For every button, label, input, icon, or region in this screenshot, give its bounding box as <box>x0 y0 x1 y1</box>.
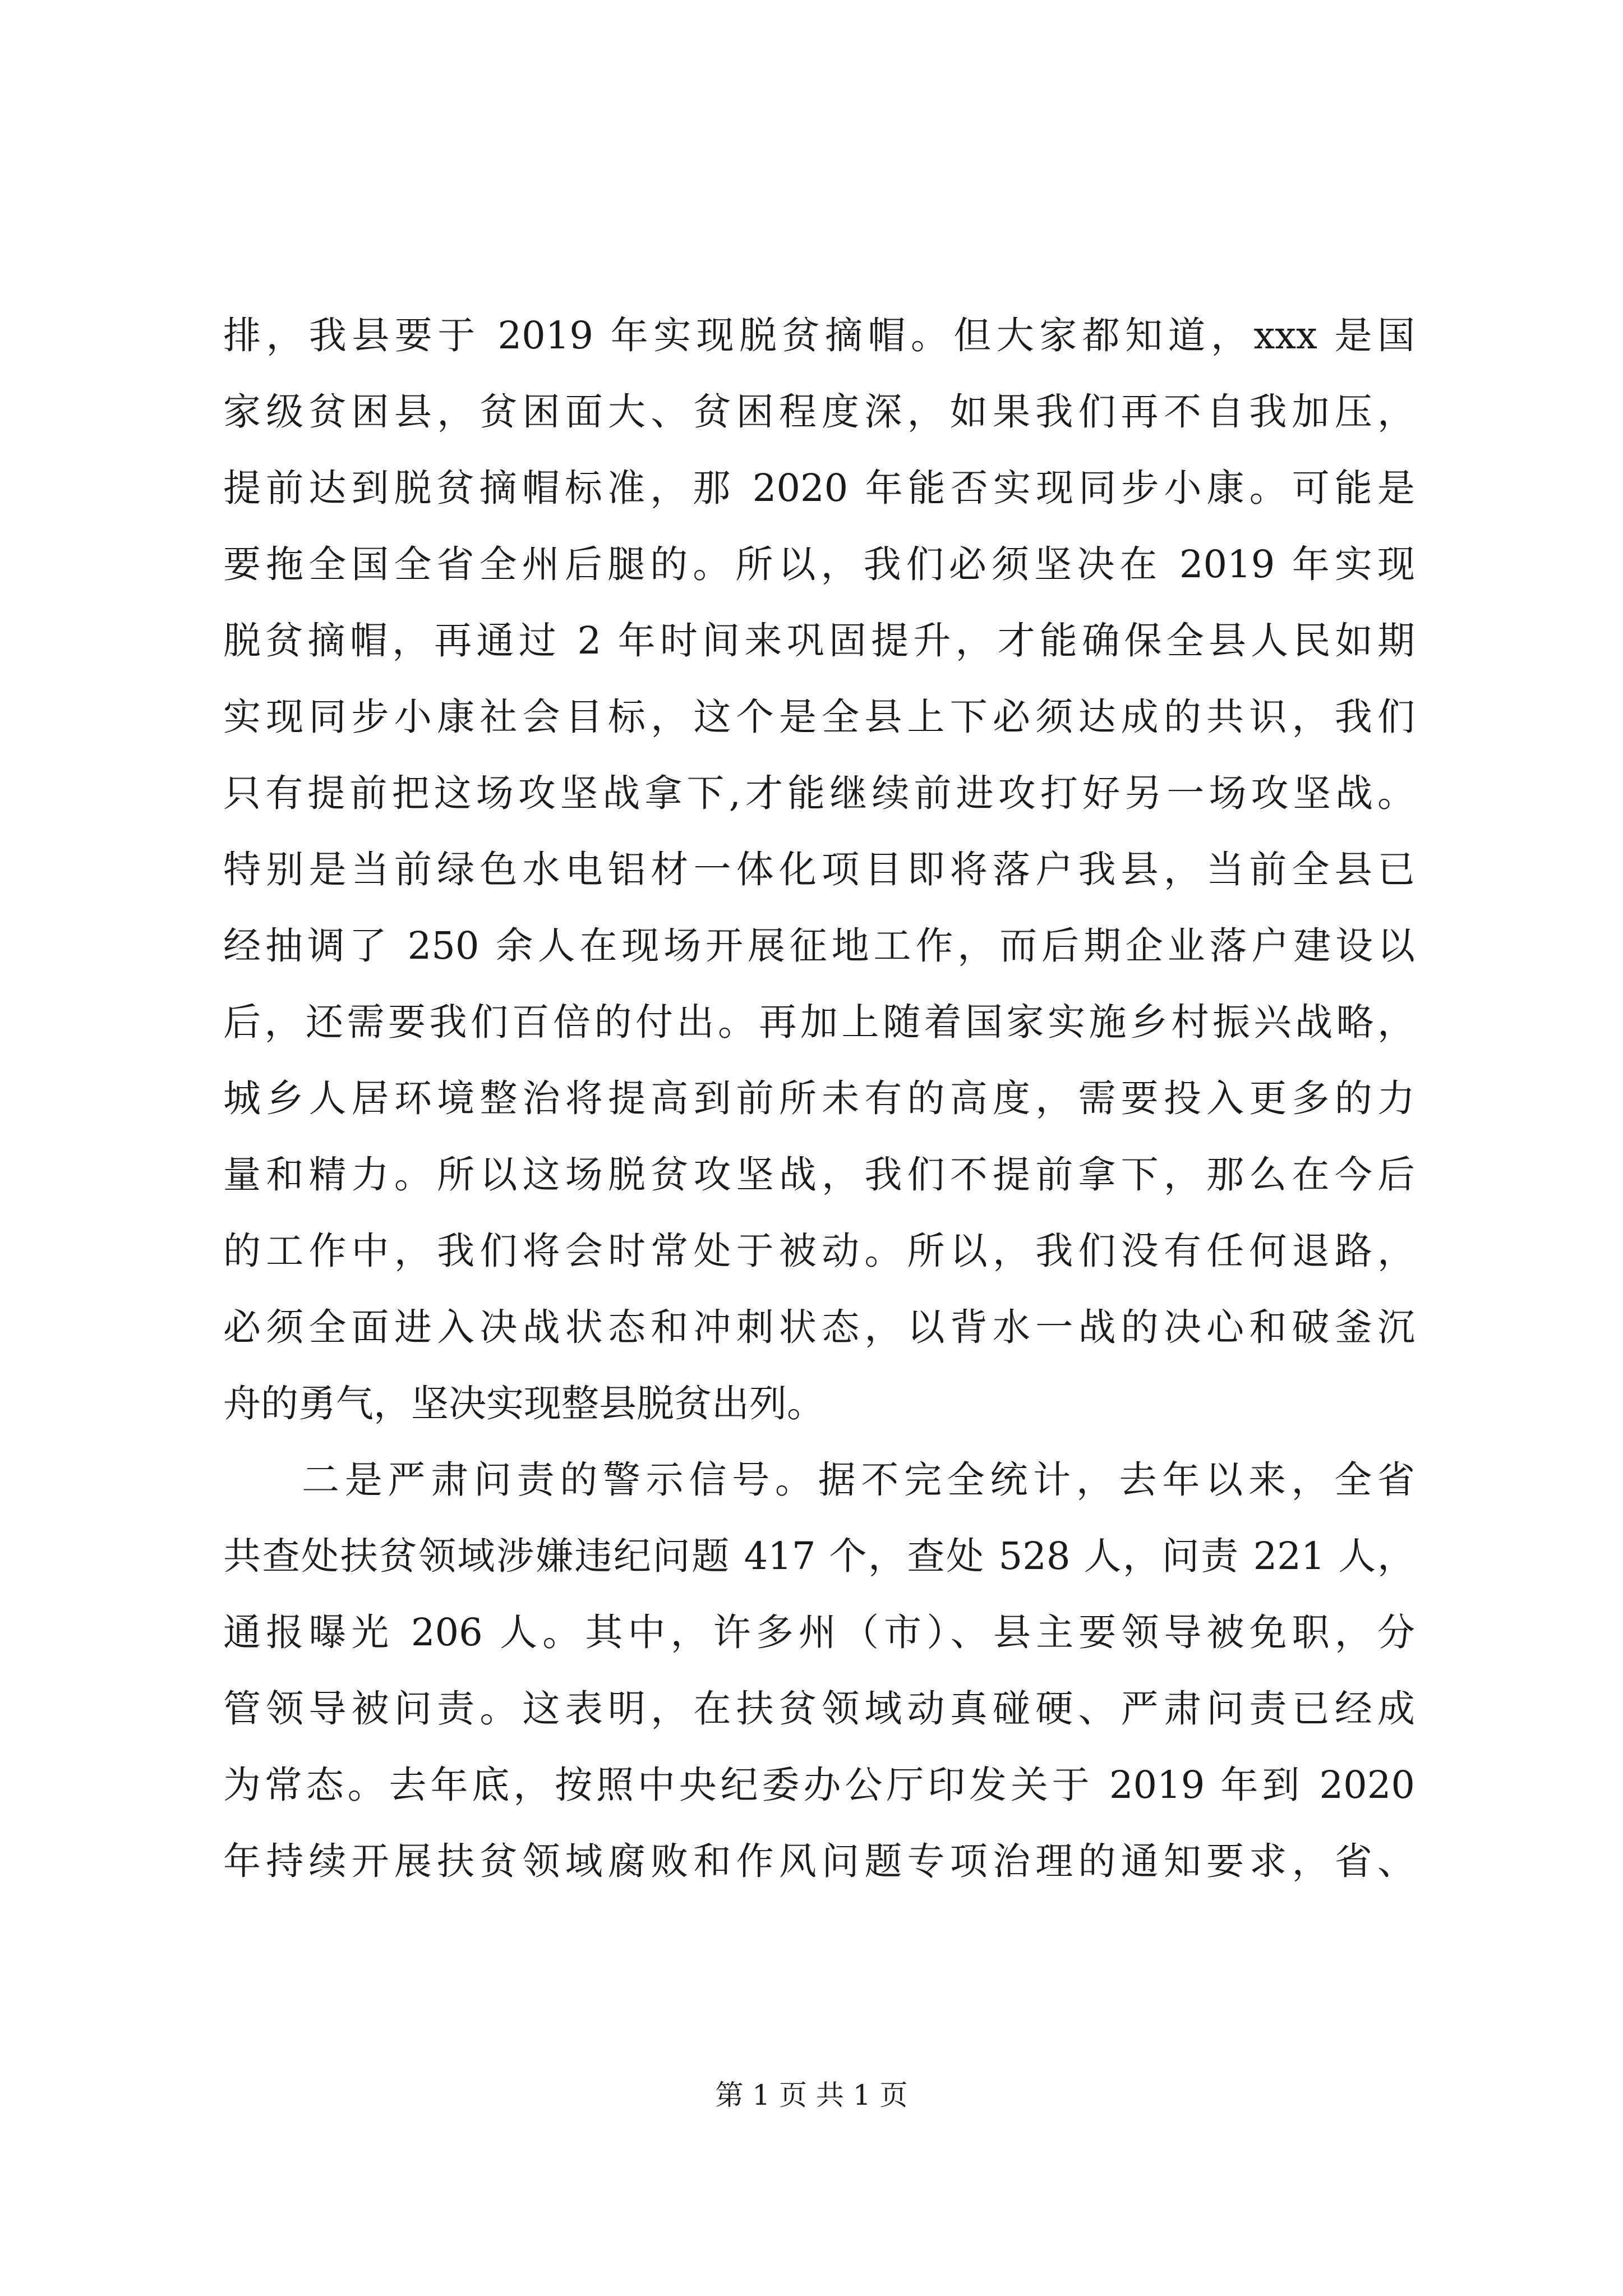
text-line: 的工作中，我们将会时常处于被动。所以，我们没有任何退路， <box>223 1229 1415 1273</box>
text-line: 城乡人居环境整治将提高到前所未有的高度，需要投入更多的力 <box>223 1076 1415 1120</box>
text-line: 量和精力。所以这场脱贫攻坚战，我们不提前拿下，那么在今后 <box>223 1153 1415 1197</box>
text-line: 为常态。去年底，按照中央纪委办公厅印发关于 2019 年到 2020 <box>223 1763 1415 1807</box>
paragraph-first-line: 二是严肃问责的警示信号。据不完全统计，去年以来，全省 <box>302 1458 1415 1502</box>
text-line: 通报曝光 206 人。其中，许多州（市）、县主要领导被免职，分 <box>223 1611 1415 1654</box>
text-line: 必须全面进入决战状态和冲刺状态，以背水一战的决心和破釜沉 <box>223 1305 1415 1349</box>
text-line: 排，我县要于 2019 年实现脱贫摘帽。但大家都知道，xxx 是国 <box>223 314 1415 357</box>
text-line: 家级贫困县，贫困面大、贫困程度深，如果我们再不自我加压， <box>223 390 1415 434</box>
text-line: 提前达到脱贫摘帽标准，那 2020 年能否实现同步小康。可能是 <box>223 466 1415 510</box>
text-line: 只有提前把这场攻坚战拿下,才能继续前进攻打好另一场攻坚战。 <box>223 771 1415 815</box>
document-body <box>223 297 1415 1899</box>
text-line: 管领导被问责。这表明，在扶贫领域动真碰硬、严肃问责已经成 <box>223 1687 1415 1731</box>
text-line: 实现同步小康社会目标，这个是全县上下必须达成的共识，我们 <box>223 695 1415 739</box>
text-line: 特别是当前绿色水电铝材一体化项目即将落户我县，当前全县已 <box>223 848 1415 891</box>
text-line: 脱贫摘帽，再通过 2 年时间来巩固提升，才能确保全县人民如期 <box>223 619 1415 662</box>
text-line: 经抽调了 250 余人在现场开展征地工作，而后期企业落户建设以 <box>223 924 1415 968</box>
text-line: 共查处扶贫领域涉嫌违纪问题 417 个，查处 528 人，问责 221 人， <box>223 1534 1415 1578</box>
text-line: 后，还需要我们百倍的付出。再加上随着国家实施乡村振兴战略， <box>223 1000 1415 1044</box>
text-line: 年持续开展扶贫领域腐败和作风问题专项治理的通知要求，省、 <box>223 1839 1415 1883</box>
page-number-footer: 第 1 页 共 1 页 <box>715 2079 908 2111</box>
text-line: 舟的勇气，坚决实现整县脱贫出列。 <box>223 1382 824 1425</box>
text-line: 要拖全国全省全州后腿的。所以，我们必须坚决在 2019 年实现 <box>223 542 1415 586</box>
